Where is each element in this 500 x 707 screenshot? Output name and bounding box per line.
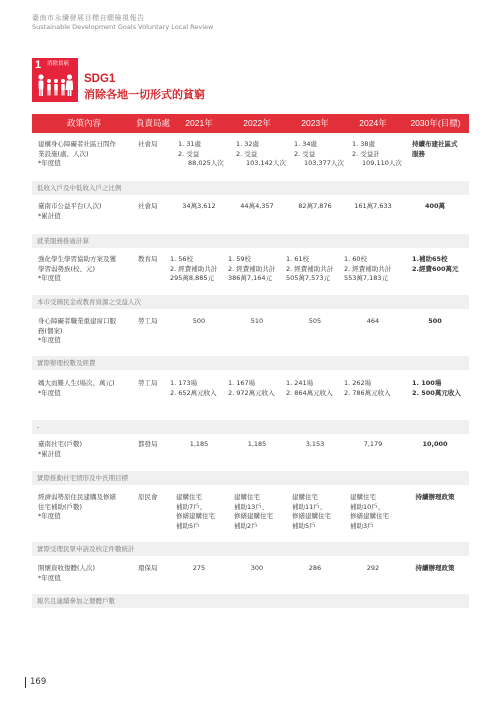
value-2022-cell: 1,185 [247,440,267,448]
goal-line: 1. 100場 [412,379,442,387]
value-line: 補助13戶、 [234,502,269,511]
dept-cell: 勞工局 [138,379,158,387]
value-2022-cell: 510 [250,317,264,325]
indicator-line: *年度值 [38,573,61,582]
indicator-cell [38,493,132,522]
value-line: 修繕建購住宅 [350,512,389,520]
value-line: 修繕建購住宅 [292,512,331,520]
indicator-line: *年度值 [38,159,61,167]
indicator-cell [38,317,132,346]
value-line: 建購住宅 [292,493,318,501]
goal-line: 持續布建社區式 [412,140,458,148]
value-2023-cell [292,493,350,531]
value-2021-cell [176,493,234,531]
column-header-dept: 負責局處 [135,118,170,128]
value-line: 1. 31處 [178,140,202,148]
value-line: 1. 59校 [228,255,252,263]
section-row [32,420,469,434]
value-line: 建購住宅 [176,493,202,501]
value-line: 2. 972萬元收入 [228,388,275,397]
value-line: 1. 167場 [228,379,256,387]
value-line: 1. 60校 [344,255,368,263]
table-row [32,140,469,180]
value-2024-cell [350,493,408,531]
goal-2030-cell: 10,000 [422,440,448,448]
section-label: 實際推動社宅情形及中長期目標 [37,474,128,482]
value-2024-cell [344,379,402,398]
value-line: 2. 經費補助共計 [170,264,218,273]
value-line: 補助7戶、 [176,502,207,511]
value-2023-cell [286,255,344,284]
indicator-line: *年度值 [38,388,61,397]
indicator-line: 經濟弱勢原住民建購及修繕 [38,493,116,501]
value-line: 1. 38處 [352,140,376,148]
value-line: 103,377人次 [304,159,344,167]
indicator-line: 建構身心障礙者社區日間作 [38,140,116,148]
indicator-line: *累計值 [38,449,61,458]
indicator-line: *累計值 [38,211,61,220]
value-line: 1. 61校 [286,255,310,263]
indicator-cell [38,564,132,583]
value-2022-cell: 44萬4,357 [240,202,274,210]
report-title-en: Sustainable Development Goals Voluntary Local Review [32,23,214,31]
table-row [32,564,469,586]
value-line: 補助11戶、 [292,502,327,511]
section-label: 低收入戶及中低收入戶之比例 [37,184,122,192]
dept-cell: 原民會 [138,493,158,501]
value-2024-cell: 292 [366,564,380,572]
value-2021-cell [178,140,236,169]
value-2024-cell: 7,179 [363,440,383,448]
value-line: 1. 56校 [170,255,194,263]
value-line: 2. 652萬元收入 [170,388,217,397]
section-row [32,181,469,195]
value-line: 553萬7,183元 [344,274,389,282]
indicator-cell [38,379,132,398]
value-2022-cell [228,255,286,284]
value-line: 2. 受益 [236,149,258,158]
value-line: 補助3戶 [350,521,374,530]
goal-2030-cell: 400萬 [424,202,446,210]
column-header-2030-goal: 2030年(目標) [410,118,461,128]
indicator-line: 務(個案) [38,326,63,335]
value-2021-cell: 500 [192,317,206,325]
section-label: 就業服務推廣計算 [37,237,89,245]
indicator-line: 強化學生學習協助方案及獲 [38,255,116,263]
indicator-line: 學習弱勢族(校、元) [38,264,96,273]
value-line: 1. 262場 [344,379,372,387]
table-row [32,440,469,462]
value-2021-cell: 1,185 [189,440,209,448]
goal-2030-cell [412,140,478,159]
sdg-subtitle: 消除各地一切形式的貧窮 [84,88,205,101]
table-row [32,379,469,401]
value-2021-cell: 275 [192,564,206,572]
value-2024-cell: 464 [366,317,380,325]
family-people-icon [37,72,73,98]
table-row [32,493,469,533]
value-2022-cell [228,379,286,398]
value-2023-cell: 3,153 [305,440,325,448]
value-2023-cell: 505 [308,317,322,325]
goal-line: 1.補助65校 [412,255,448,263]
value-line: 88,025人次 [188,159,224,167]
goal-2030-cell: 持續辦理政策 [415,493,455,501]
value-line: 505萬7,573元 [286,274,331,282]
value-2022-cell [234,493,292,531]
value-line: 2. 受益 [178,149,200,158]
value-2022-cell [236,140,294,169]
table-header [32,114,469,133]
value-line: 1. 34處 [294,140,318,148]
dept-cell: 勞工局 [138,317,158,325]
sdg-number: 1 [35,59,42,71]
value-2024-cell [344,255,402,284]
value-line: 1. 32處 [236,140,260,148]
value-line: 2. 864萬元收入 [286,388,333,397]
sdg-title: SDG1 [84,73,116,85]
column-header-2023: 2023年 [301,118,329,128]
indicator-line: *年度值 [38,336,61,344]
value-2023-cell [286,379,344,398]
indicator-line: 媽大而難人生(場次、萬元) [38,379,115,387]
value-line: 2. 經費補助共計 [228,264,276,273]
value-line: 1. 173場 [170,379,198,387]
dept-cell: 教育局 [138,255,158,263]
value-line: 1. 241場 [286,379,314,387]
section-label: 實際受理民眾申請及核定件數統計 [37,545,135,553]
value-line: 2. 786萬元收入 [344,388,391,397]
value-2024-cell [352,140,410,169]
goal-2030-cell [412,379,478,398]
sdg-badge [32,58,78,102]
dept-cell: 社會局 [138,202,158,210]
value-2021-cell [170,255,228,284]
value-line: 補助5戶 [176,521,200,530]
indicator-line: 臺南市公益平台(人次) [38,202,102,210]
value-2023-cell: 82萬7,876 [298,202,332,210]
indicator-line: 開懷資收復體(人次) [38,564,96,572]
value-2021-cell: 34萬3,612 [182,202,216,210]
section-row [32,234,469,248]
value-line: 386萬7,164元 [228,274,273,282]
dept-cell: 社會局 [138,140,158,148]
table-row [32,202,469,228]
goal-line: 服務 [412,149,425,158]
column-header-2024: 2024年 [359,118,387,128]
value-line: 2. 經費補助共計 [344,264,392,273]
value-line: 2. 受益 [294,149,316,158]
value-line: 修繕建購住宅 [176,512,215,520]
sdg-badge-label: 消除貧窮 [47,61,70,67]
table-row [32,255,469,291]
value-2023-cell: 286 [308,564,322,572]
section-label: - [37,423,40,431]
indicator-cell [38,255,132,284]
value-2023-cell [294,140,352,169]
section-row [32,295,469,309]
value-line: 補助5戶 [292,521,316,530]
goal-2030-cell: 持續辦理政策 [415,564,455,572]
value-line: 109,110人次 [362,159,402,167]
section-label: 報名且連續參加之個體戶數 [37,597,115,605]
section-row [32,542,469,556]
column-header-policy: 政策內容 [66,118,101,128]
goal-line: 2.經費600萬元 [412,264,459,273]
report-header [32,14,213,32]
value-line: 2. 經費補助共計 [286,264,334,273]
indicator-line: 住宅補助(戶數) [38,502,83,511]
value-line: 補助10戶、 [350,502,385,511]
page-number [25,677,46,687]
value-line: 建購住宅 [234,493,260,501]
report-title-zh: 臺南市永續發展目標自願檢視報告 [32,14,145,22]
section-row [32,594,469,608]
section-label: 本市受國民金或教育資源之受益人次 [37,298,141,306]
section-row [32,471,469,485]
indicator-cell [38,140,132,169]
indicator-line: 業設施(處、人次) [38,149,89,158]
page-number-text: 169 [30,677,47,687]
goal-line: 2. 500萬元收入 [412,388,461,397]
value-line: 2. 受益計 [352,149,380,158]
indicator-line: *年度值 [38,274,61,282]
dept-cell: 環保局 [138,564,158,572]
value-2021-cell [170,379,228,398]
section-label: 實際辦理校數及經費 [37,359,96,367]
column-header-2022: 2022年 [243,118,271,128]
section-row [32,356,469,370]
indicator-line: *年度值 [38,512,61,520]
value-line: 補助2戶 [234,521,258,530]
column-header-2021: 2021年 [185,118,213,128]
value-line: 修繕建購住宅 [234,512,273,520]
indicator-line: 臺南社宅(戶數) [38,440,83,448]
table-row [32,317,469,347]
indicator-cell [38,202,132,221]
dept-cell: 都發局 [138,440,158,448]
indicator-line: 身心障礙者職業重建窗口服 [38,317,116,325]
value-2024-cell: 161萬7,633 [354,202,392,210]
goal-2030-cell [412,255,478,274]
value-line: 103,142人次 [246,159,286,167]
indicator-cell [38,440,132,459]
value-2022-cell: 300 [250,564,264,572]
value-line: 295萬8,885元 [170,274,215,282]
value-line: 建購住宅 [350,493,376,501]
goal-2030-cell: 500 [428,317,442,325]
